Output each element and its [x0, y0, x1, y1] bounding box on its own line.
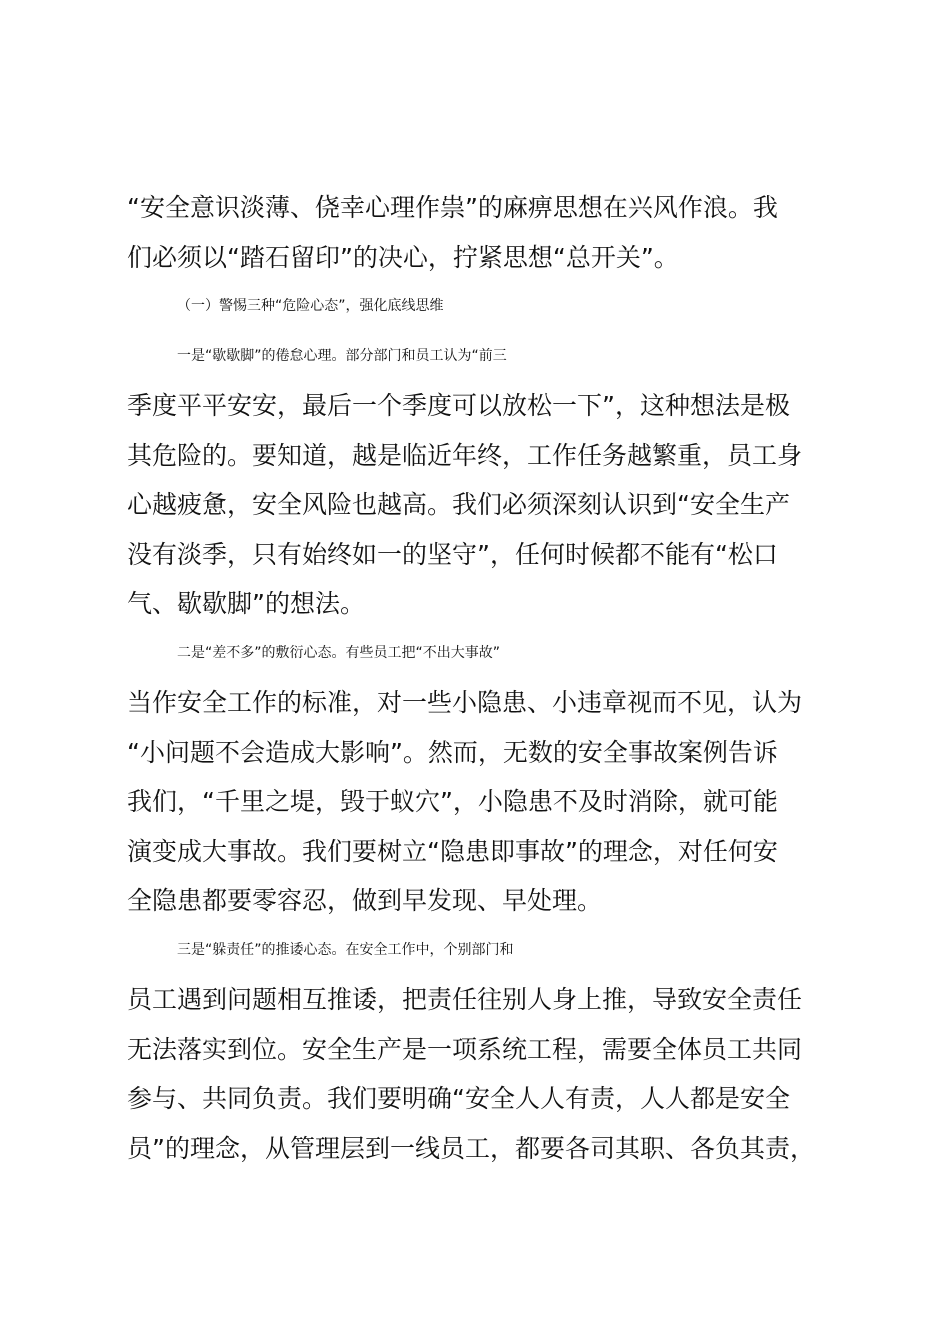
text-line: 们必须以“踏石留印”的决心，拧紧思想“总开关”。: [127, 242, 679, 272]
text-line: 没有淡季，只有始终如一的坚守”，任何时候都不能有“松口: [127, 539, 778, 569]
text-line: 员工遇到问题相互推诿，把责任往别人身上推，导致安全责任: [127, 985, 803, 1014]
text-line: 心越疲惫，安全风险也越高。我们必须深刻认识到“安全生产: [127, 490, 790, 519]
text-line: 演变成大事故。我们要树立“隐患即事故”的理念，对任何安: [127, 836, 778, 866]
text-line: 气、歇歇脚”的想法。: [127, 589, 365, 618]
text-line: “小问题不会造成大影响”。然而，无数的安全事故案例告诉: [127, 737, 778, 767]
text-line: 参与、共同负责。我们要明确“安全人人有责，人人都是安全: [127, 1084, 790, 1113]
document-body: [127, 183, 837, 1173]
text-line: 员”的理念，从管理层到一线员工，都要各司其职、各负其责，: [127, 1133, 815, 1163]
text-line: 无法落实到位。安全生产是一项系统工程，需要全体员工共同: [127, 1034, 803, 1064]
text-line: 季度平平安安，最后一个季度可以放松一下”，这种想法是极: [127, 391, 790, 420]
text-line: 我们，“千里之堤，毁于蚁穴”，小隐患不及时消除，就可能: [127, 787, 778, 816]
paragraph-start: 二是“差不多”的敷衍心态。有些员工把“不出大事故”: [177, 644, 501, 661]
section-heading: （一）警惕三种“危险心态”，强化底线思维: [177, 298, 444, 314]
paragraph-start: 一是“歇歇脚”的倦怠心理。部分部门和员工认为“前三: [177, 347, 507, 364]
text-line: 其危险的。要知道，越是临近年终，工作任务越繁重，员工身: [127, 440, 803, 470]
text-line: 全隐患都要零容忍，做到早发现、早处理。: [127, 886, 603, 915]
text-line: 当作安全工作的标准，对一些小隐患、小违章视而不见，认为: [127, 688, 803, 717]
paragraph-start: 三是“躲责任”的推诿心态。在安全工作中，个别部门和: [177, 941, 514, 958]
text-line: “安全意识淡薄、侥幸心理作祟”的麻痹思想在兴风作浪。我: [127, 193, 778, 222]
